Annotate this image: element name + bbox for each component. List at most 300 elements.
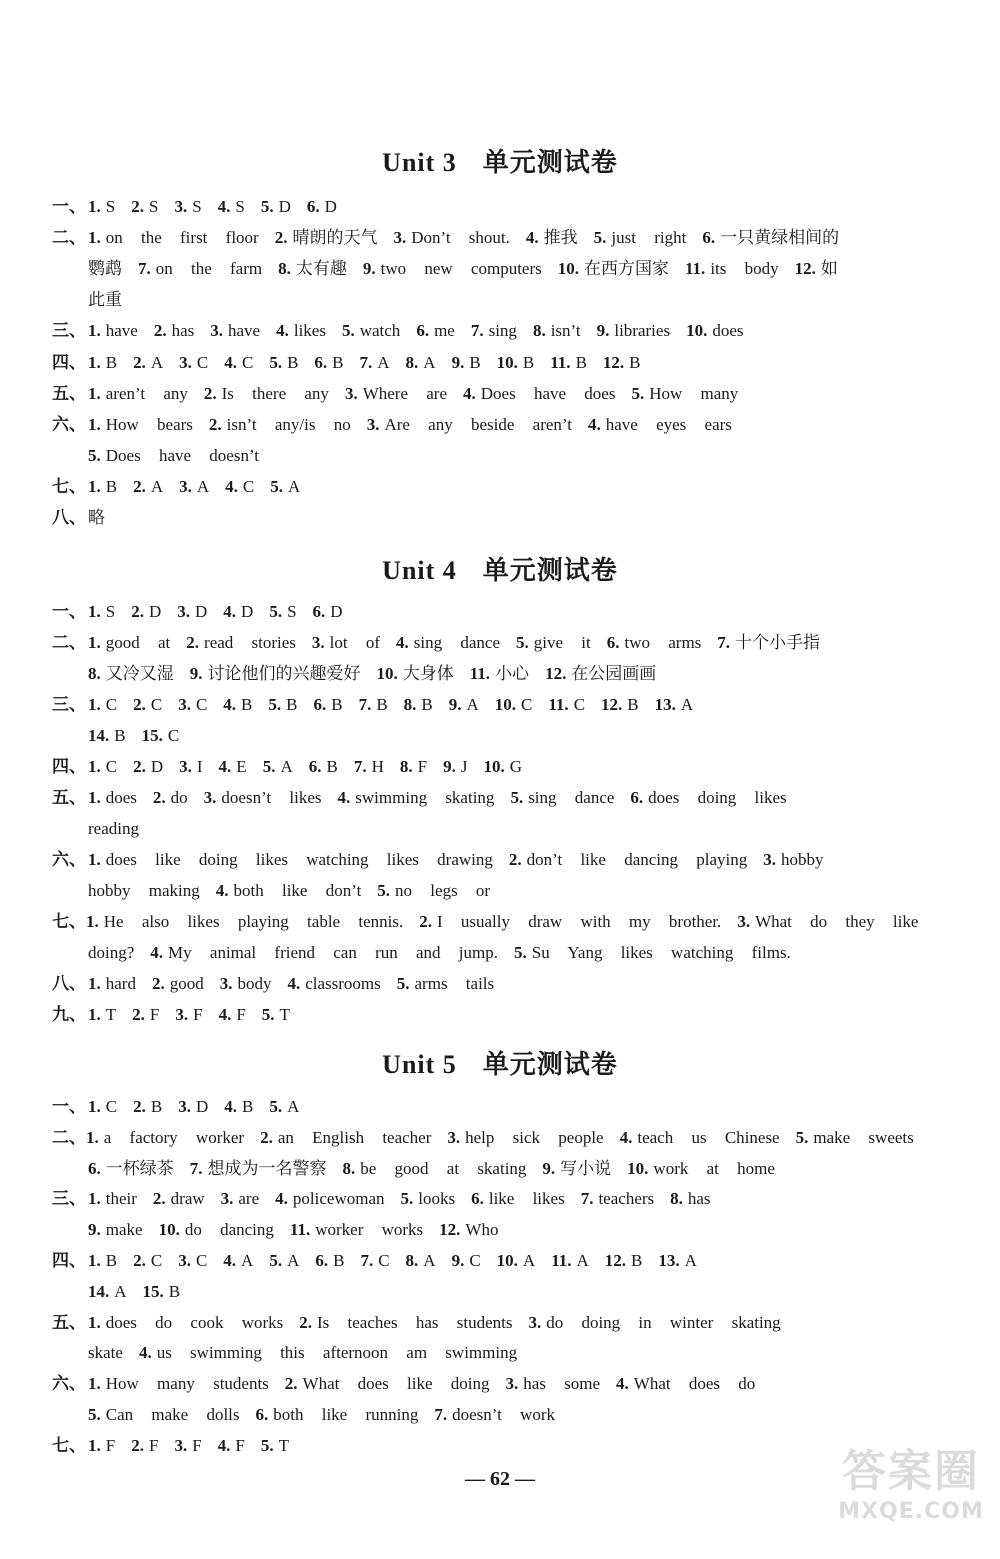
unit5-line [88,1218,958,1242]
answer-text: make [105,1220,143,1240]
answer-item [143,1280,181,1304]
answer-text: B [627,695,639,714]
answer-number: 2. [284,1374,298,1394]
answer-number: 2. [152,1189,166,1209]
answer-item [275,226,378,250]
answer-number: 2. [153,321,167,341]
unit4-line [88,724,958,748]
answer-text: C [105,695,118,714]
answer-text: C [150,1251,163,1270]
answer-text: S [148,197,159,216]
answer-item [219,1003,246,1027]
answer-number: 3. [179,352,192,372]
answer-number: 4. [217,1435,231,1455]
answer-text: F [192,1435,202,1455]
answer-item [261,195,291,219]
answer-text: on the first floor [105,228,259,248]
answer-item [88,1187,137,1211]
answer-text: Who [465,1220,499,1240]
answer-text: F [236,1005,246,1024]
answer-number: 6. [416,321,430,341]
answer-text: C [150,695,163,714]
answer-number: 5. [268,695,282,714]
answer-number: 2. [133,1097,146,1116]
answer-item [439,1218,498,1242]
answer-text: A [576,1251,589,1270]
answer-number: 2. [152,788,166,807]
answer-item [396,631,500,655]
answer-text: S [105,602,116,621]
answer-text: Does have doesn’t [105,445,260,465]
answer-item [219,755,247,779]
unit5-line [52,1126,922,1150]
answer-item [86,910,403,934]
answer-text: C [469,1251,481,1270]
answer-text: D [324,197,337,216]
answer-item [630,786,786,810]
answer-number: 1. [88,414,101,434]
answer-text: 略 [88,508,105,527]
answer-item [406,1249,436,1273]
answer-number: 2. [203,383,217,403]
answer-text: C [167,726,180,745]
answer-text: Are any beside aren’t [384,414,572,434]
answer-item [133,693,162,717]
answer-text: B [241,695,253,714]
answer-item [737,910,918,934]
answer-item [88,1372,269,1396]
answer-number: 2. [133,757,146,776]
answer-items [88,1372,771,1396]
answer-item [285,1372,490,1396]
answer-text: F [417,757,428,776]
answer-item [139,1341,517,1365]
answer-number: 9. [596,321,610,341]
answer-item [88,1003,116,1027]
answer-item [313,693,342,717]
answer-text: hobby [781,850,824,869]
answer-items [88,941,807,965]
unit4-line [52,755,922,779]
answer-item [224,1095,253,1119]
answer-item [174,195,201,219]
answer-text: A [684,1251,697,1270]
answer-number: 2. [131,197,144,216]
answer-items [88,319,759,343]
answer-number: 3. [219,974,233,993]
answer-text: do [170,788,188,807]
unit3-line [52,475,922,499]
section-label: 一、 [52,197,86,216]
unit4-line [88,817,958,841]
answer-number: 13. [658,1251,680,1270]
answer-item [179,351,208,375]
answer-item [153,786,188,810]
answer-item [223,600,253,624]
answer-item [178,1095,208,1119]
answer-number: 5. [88,1405,101,1424]
answer-item [470,662,529,686]
answer-item [88,1403,240,1427]
answer-text: What does like doing [302,1374,490,1394]
answer-number: 7. [189,1158,203,1178]
answer-text: reading [88,819,139,838]
answer-item [88,662,174,686]
answer-text: worker works [315,1220,424,1240]
answer-number: 7. [359,352,373,372]
answer-item [220,972,272,996]
answer-text: C [105,757,118,776]
answer-item [290,1218,423,1242]
answer-number: 14. [88,726,110,745]
answer-items [88,257,854,281]
answer-items [88,693,709,717]
answer-items [88,631,836,655]
answer-item [702,226,839,250]
answer-text: 小心 [495,664,530,683]
watermark-top-text: 答案圈 [842,1446,980,1497]
answer-number: 4. [224,352,237,372]
answer-number: 2. [131,1435,144,1455]
answer-item [495,693,533,717]
answer-item [686,319,743,343]
answer-number: 10. [557,259,579,279]
answer-text: F [193,1005,203,1024]
answer-number: 10. [483,757,505,776]
answer-text: A [196,476,210,496]
answer-item [526,226,578,250]
answer-item [256,1403,419,1427]
answer-text: doing? [88,943,135,962]
answer-item [131,600,161,624]
answer-item [88,475,117,499]
answer-item [174,1434,201,1458]
answer-text: T [278,1435,290,1455]
answer-item [443,755,467,779]
answer-item [262,1003,290,1027]
answer-item [133,1249,162,1273]
answer-text: S [235,197,245,216]
answer-number: 13. [654,695,676,714]
answer-number: 3. [179,757,192,776]
answer-number: 7. [360,1251,374,1270]
answer-number: 1. [88,383,101,403]
answer-text: like likes [488,1189,565,1209]
answer-number: 4. [224,1097,237,1116]
answer-item [88,972,136,996]
answer-number: 3. [447,1127,461,1147]
answer-number: 5. [795,1127,809,1147]
answer-item [528,1311,780,1335]
answer-number: 5. [516,633,529,652]
answer-text: its body [710,259,779,279]
answer-item [190,1157,327,1181]
answer-item [419,910,721,934]
answer-number: 2. [151,974,165,993]
answer-text: B [333,1251,345,1270]
answer-items [88,382,754,406]
answer-number: 4. [223,695,237,714]
answer-number: 11. [551,1251,572,1270]
answer-number: 11. [685,259,706,279]
answer-item [533,319,581,343]
answer-item [179,475,209,499]
answer-text: F [235,1435,245,1455]
answer-text: A [423,352,436,372]
answer-text: body [237,974,272,993]
answer-number: 7. [434,1405,448,1424]
unit4-line [88,879,958,903]
answer-text: has [687,1189,711,1209]
answer-number: 7. [717,633,731,652]
answer-number: 4. [218,757,232,776]
answer-text: 此重 [88,290,122,310]
answer-item [88,1157,174,1181]
answer-items [88,195,353,219]
unit4-title-cn: 单元测试卷 [482,556,618,585]
answer-item [314,351,343,375]
answer-items [88,755,538,779]
answer-text: 讨论他们的兴趣爱好 [207,664,361,683]
answer-item [307,195,337,219]
answer-item [452,351,481,375]
answer-number: 5. [593,228,607,248]
answer-text: don’t like dancing playing [526,850,748,869]
answer-item [88,1249,117,1273]
answer-number: 8. [405,1251,419,1270]
answer-number: 3. [177,602,190,621]
answer-number: 15. [142,1281,164,1301]
unit4-line [52,848,922,872]
answer-number: 6. [315,1251,329,1270]
answer-number: 10. [158,1220,180,1240]
answer-text: A [288,476,301,496]
answer-text: S [105,197,116,216]
answer-items [88,444,275,468]
answer-text: on the farm [155,259,263,279]
answer-items [88,600,359,624]
answer-item [601,693,639,717]
answer-text: Don’t shout. [411,228,510,248]
answer-item [393,226,509,250]
answer-item [88,755,117,779]
answer-item [224,351,253,375]
section-label: 六、 [52,1374,86,1394]
answer-number: 2. [132,1005,145,1024]
answer-item [581,1187,654,1211]
unit3-title [0,142,1000,179]
page-number: — 62 — [465,1468,535,1490]
unit3-line [52,506,922,530]
answer-item [177,600,207,624]
answer-number: 6. [255,1405,269,1424]
answer-items [88,848,840,872]
answer-number: 9. [448,695,462,714]
answer-item [159,1218,274,1242]
answer-number: 5. [261,1005,275,1024]
answer-number: 4. [138,1343,152,1363]
answer-item [218,195,245,219]
unit5-line [52,1311,922,1335]
answer-text: How many students [105,1374,269,1394]
answer-text: A [241,1251,254,1270]
answer-number: 4. [225,476,238,496]
answer-text: help sick people [465,1127,604,1147]
answer-text: 如 [820,259,838,279]
answer-item [312,631,380,655]
answer-item [88,1280,127,1304]
answer-text: D [241,602,254,621]
answer-text: do doing in winter skating [546,1312,781,1332]
answer-item [88,351,117,375]
answer-number: 1. [88,850,101,869]
answer-text: likes [293,321,326,341]
answer-text: D [278,197,291,216]
answer-item [796,1126,914,1150]
unit3-title-cn: 单元测试卷 [482,148,618,177]
answer-text: hobby making [88,881,200,900]
answer-item [269,600,296,624]
answer-number: 1. [88,1374,101,1394]
answer-text: 大身体 [402,664,454,683]
answer-number: 4. [275,1189,288,1209]
answer-text: B [105,1251,118,1270]
answer-item [510,786,614,810]
answer-text: doesn’t work [452,1405,556,1424]
section-label: 二、 [52,228,86,248]
answer-item [275,1187,384,1211]
answer-number: 12. [545,664,567,683]
answer-number: 4. [276,321,289,341]
answer-item [471,1187,565,1211]
answer-text: does [712,321,744,341]
section-label: 八、 [52,508,86,527]
answer-text: My animal friend can run and jump. [168,943,498,962]
answer-number: 4. [217,197,231,216]
answer-text: E [236,757,247,776]
answer-item [204,786,322,810]
answer-number: 6. [702,228,716,248]
answer-number: 3. [179,476,192,496]
answer-item [359,693,388,717]
answer-item [463,382,615,406]
answer-number: 10. [496,352,518,372]
section-label: 四、 [52,352,86,372]
answer-number: 2. [260,1127,273,1147]
answer-number: 2. [131,602,144,621]
answer-text: B [575,352,587,372]
answer-text: B [150,1097,163,1116]
answer-text: He also likes playing table tennis. [103,912,404,931]
answer-text: looks [418,1189,456,1209]
section-label: 四、 [52,1251,86,1270]
answer-text: does do cook works [105,1312,284,1332]
unit3-line [52,351,922,375]
answer-items [88,724,195,748]
answer-number: 4. [223,1251,237,1270]
answer-number: 2. [133,1251,146,1270]
answer-text: B [241,1097,254,1116]
answer-number: 8. [342,1158,356,1178]
answer-text: sing dance [528,788,615,807]
unit5-line [52,1095,922,1119]
answer-text: sing dance [413,633,501,652]
answer-item [88,693,117,717]
answer-number: 8. [405,352,419,372]
answer-text: Is there any [221,383,329,403]
answer-item [278,257,347,281]
answer-item [88,413,193,437]
answer-item [483,755,522,779]
answer-text: I usually draw with my brother. [436,912,722,931]
answer-text: aren’t any [105,383,188,403]
answer-number: 4. [218,1005,232,1024]
answer-number: 3. [175,1005,189,1024]
answer-item [175,1003,202,1027]
answer-number: 1. [88,1435,101,1455]
answer-item [670,1187,710,1211]
answer-items [88,1249,713,1273]
answer-number: 1. [86,912,99,931]
unit4-line [52,631,922,655]
answer-text: 在西方国家 [584,259,669,279]
answer-number: 8. [532,321,546,341]
answer-text: isn’t [550,321,581,341]
answer-item [360,351,390,375]
unit4-line [88,941,958,965]
answer-item [225,475,254,499]
answer-item [607,631,702,655]
answer-item [88,1434,115,1458]
answer-text: both like running [273,1405,419,1424]
answer-text: C [521,695,533,714]
answer-number: 4. [525,228,539,248]
answer-number: 3. [210,321,224,341]
answer-item [360,1249,389,1273]
answer-item [416,319,455,343]
answer-item [509,848,747,872]
answer-text: 推我 [543,228,578,248]
answer-text: two arms [624,633,702,652]
unit5-line [52,1372,922,1396]
answer-number: 3. [366,414,380,434]
answer-item [88,848,493,872]
unit4-line [52,600,922,624]
section-label: 八、 [52,974,86,993]
answer-item [88,382,188,406]
answer-number: 3. [737,912,751,931]
answer-item [131,195,158,219]
answer-item [209,413,351,437]
answer-number: 2. [274,228,288,248]
answer-text: B [421,695,433,714]
answer-item [88,506,105,530]
answer-text: B [469,352,481,372]
answer-text: have [105,321,138,341]
answer-number: 12. [794,259,816,279]
answer-item [315,1249,344,1273]
answer-item [88,1218,143,1242]
answer-number: 3. [174,197,188,216]
answer-number: 5. [269,352,283,372]
answer-item [221,1187,260,1211]
answer-number: 1. [88,321,101,341]
answer-text: their [105,1189,137,1209]
answer-item [269,1095,299,1119]
unit4-title-unit: Unit 4 [382,556,457,585]
answer-text: B [286,695,298,714]
answer-item [406,351,436,375]
